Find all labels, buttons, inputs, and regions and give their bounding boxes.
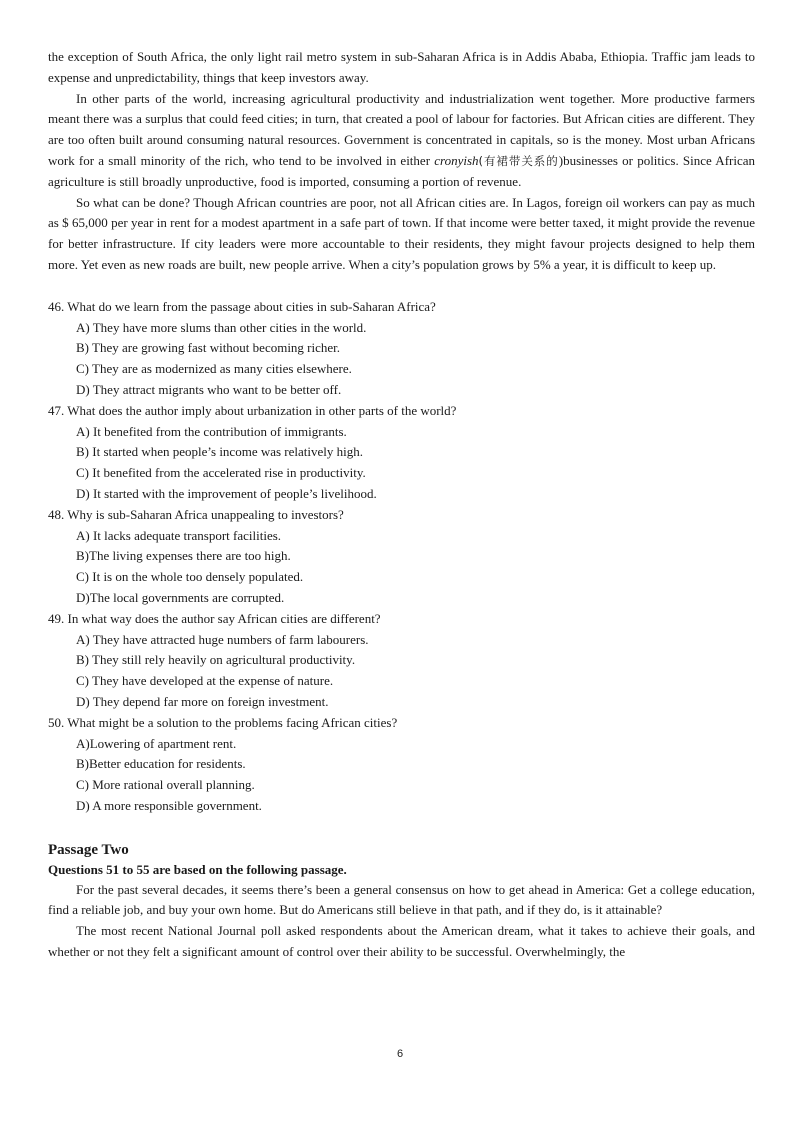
passage-two-paragraph-2: The most recent National Journal poll asked respondents about the American dream, what it takes to achieve their goals, and whether or not they felt a significant amount of control over their ability to be successful. Overwhelmingly, the (48, 923, 755, 960)
option-c: C) They are as modernized as many cities elsewhere. (76, 361, 352, 377)
passage-two-title: Passage Two (48, 841, 129, 858)
question (48, 401, 755, 505)
option-c: C) More rational overall planning. (76, 777, 255, 793)
option-c: C) It benefited from the accelerated rise in productivity. (76, 465, 366, 481)
spacer (48, 276, 755, 297)
question-stem: 48. Why is sub-Saharan Africa unappealing to investors? (48, 506, 344, 522)
passage-one-paragraph-1: the exception of South Africa, the only light rail metro system in sub-Saharan Africa is in Addis Ababa, Ethiopia. Traffic jam leads to expense and unpredictability, things that keep investors away. (48, 49, 755, 85)
question-stem: 50. What might be a solution to the problems facing African cities? (48, 714, 398, 730)
option-c: C) It is on the whole too densely populated. (76, 569, 304, 585)
option-b: B)Better education for residents. (76, 756, 246, 772)
option-b: B) They still rely heavily on agricultural productivity. (76, 652, 356, 668)
option-a: A)Lowering of apartment rent. (76, 735, 237, 751)
question (48, 609, 755, 713)
option-a: A) They have more slums than other cities in the world. (76, 319, 367, 335)
document-page (48, 47, 755, 963)
option-d: D) They attract migrants who want to be better off. (76, 381, 342, 397)
paragraph-text: In other parts of the world, increasing agricultural productivity and industrialization went together. More productive farmers meant there was a surplus that could feed cities; in turn, that created a pool of labour for factories. But African cities are different. They are too often built around consuming natural resources. Government is concentrated in capitals, so is the money. Most urban Africans work for a small minority of the rich, who tend to be involved in either (48, 90, 755, 168)
passage-one-paragraph-3: So what can be done? Though African countries are poor, not all African cities are. In Lagos, foreign oil workers can pay as much as $ 65,000 per year in rent for a modest apartment in a safe part of town. If that income were better taxed, it might provide the revenue for better infrastructure. If city leaders were more accountable to their residents, they might favour projects designed to help them more. Yet even as new roads are built, new people arrive. When a city’s population grows by 5% a year, it is difficult to keep up. (48, 194, 755, 272)
passage-two-paragraph-1: For the past several decades, it seems there’s been a general consensus on how to get ahead in America: Get a college education, find a reliable job, and buy your own home. But do Americans still believe in that path, and if they do, is it attainable? (48, 881, 755, 918)
option-b: B) It started when people’s income was relatively high. (76, 444, 364, 460)
chinese-gloss: (有裙带关系的 (478, 153, 559, 168)
question-list (48, 297, 755, 817)
question (48, 297, 755, 401)
option-d: D)The local governments are corrupted. (76, 589, 285, 605)
option-a: A) It lacks adequate transport facilities. (76, 527, 282, 543)
option-b: B)The living expenses there are too high. (76, 548, 291, 564)
question-stem: 46. What do we learn from the passage about cities in sub-Saharan Africa? (48, 298, 436, 314)
option-d: D) They depend far more on foreign investment. (76, 693, 329, 709)
page-number: 6 (396, 1048, 404, 1060)
spacer (48, 817, 755, 840)
option-d: D) A more responsible government. (76, 797, 262, 813)
passage-one-paragraph-2 (48, 89, 755, 193)
question-stem: 49. In what way does the author say African cities are different? (48, 610, 381, 626)
option-d: D) It started with the improvement of people’s livelihood. (76, 485, 377, 501)
option-b: B) They are growing fast without becoming richer. (76, 340, 341, 356)
option-c: C) They have developed at the expense of nature. (76, 673, 334, 689)
question-stem: 47. What does the author imply about urbanization in other parts of the world? (48, 402, 457, 418)
passage-two-subtitle: Questions 51 to 55 are based on the following passage. (48, 861, 347, 877)
question (48, 713, 755, 817)
paragraph-text: )businesses or politics. Since African agriculture is still broadly unproductive, food is imported, consuming a portion of revenue. (48, 152, 756, 189)
option-a: A) They have attracted huge numbers of farm labourers. (76, 631, 369, 647)
option-a: A) It benefited from the contribution of immigrants. (76, 423, 347, 439)
italic-term: cronyish (434, 152, 479, 168)
question (48, 505, 755, 609)
